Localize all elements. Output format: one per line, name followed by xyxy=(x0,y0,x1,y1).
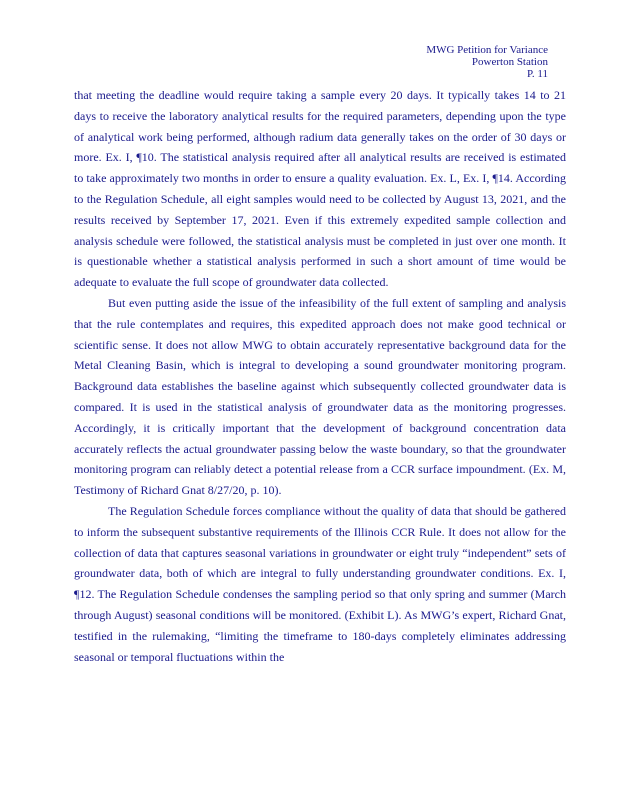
header-petition-title: MWG Petition for Variance xyxy=(426,44,548,56)
document-body xyxy=(74,85,566,667)
paragraph-regulation-schedule: The Regulation Schedule forces compliance without the quality of data that should be gathered to inform the subsequent substantive requirements of the Illinois CCR Rule. It does not allow for the collection of data that captures seasonal variations in groundwater or eight truly “independent” sets of groundwater data, both of which are integral to fully understanding groundwater conditions. Ex. I, ¶12. The Regulation Schedule condenses the sampling period so that only spring and summer (March through August) seasonal conditions will be monitored. (Exhibit L). As MWG’s expert, Richard Gnat, testified in the rulemaking, “limiting the timeframe to 180-days completely eliminates addressing seasonal or temporal fluctuations within the xyxy=(74,503,566,664)
paragraph-sampling-timeline: that meeting the deadline would require taking a sample every 20 days. It typically takes 14 to 21 days to receive the laboratory analytical results for the required parameters, depending upon the type of analytical work being performed, although radium data generally takes on the order of 30 days or more. Ex. I, ¶10. The statistical analysis required after all analytical results are received is estimated to take approximately two months in order to ensure a quality evaluation. Ex. L, Ex. I, ¶14. According to the Regulation Schedule, all eight samples would need to be collected by August 13, 2021, and the results received by September 17, 2021. Even if this extremely expedited sample collection and analysis schedule were followed, the statistical analysis must be completed in just over one month. It is questionable whether a statistical analysis performed in such a short amount of time would be adequate to evaluate the full scope of groundwater data collected. xyxy=(74,88,566,290)
paragraph-background-data: But even putting aside the issue of the infeasibility of the full extent of sampling and analysis that the rule contemplates and requires, this expedited approach does not make good technical or scientific sense. It does not allow MWG to obtain accurately representative background data for the Metal Cleaning Basin, which is integral to developing a sound groundwater monitoring program. Background data establishes the baseline against which subsequently collected groundwater data is compared. It is used in the statistical analysis of groundwater data as the monitoring progresses. Accordingly, it is critically important that the development of background concentration data accurately reflects the actual groundwater passing below the waste boundary, so that the groundwater monitoring program can reliably detect a potential release from a CCR surface impoundment. (Ex. M, Testimony of Richard Gnat 8/27/20, p. 10). xyxy=(74,295,566,498)
header-page-number: P. 11 xyxy=(527,68,548,80)
header-station-name: Powerton Station xyxy=(471,56,548,68)
page-header xyxy=(426,44,548,80)
